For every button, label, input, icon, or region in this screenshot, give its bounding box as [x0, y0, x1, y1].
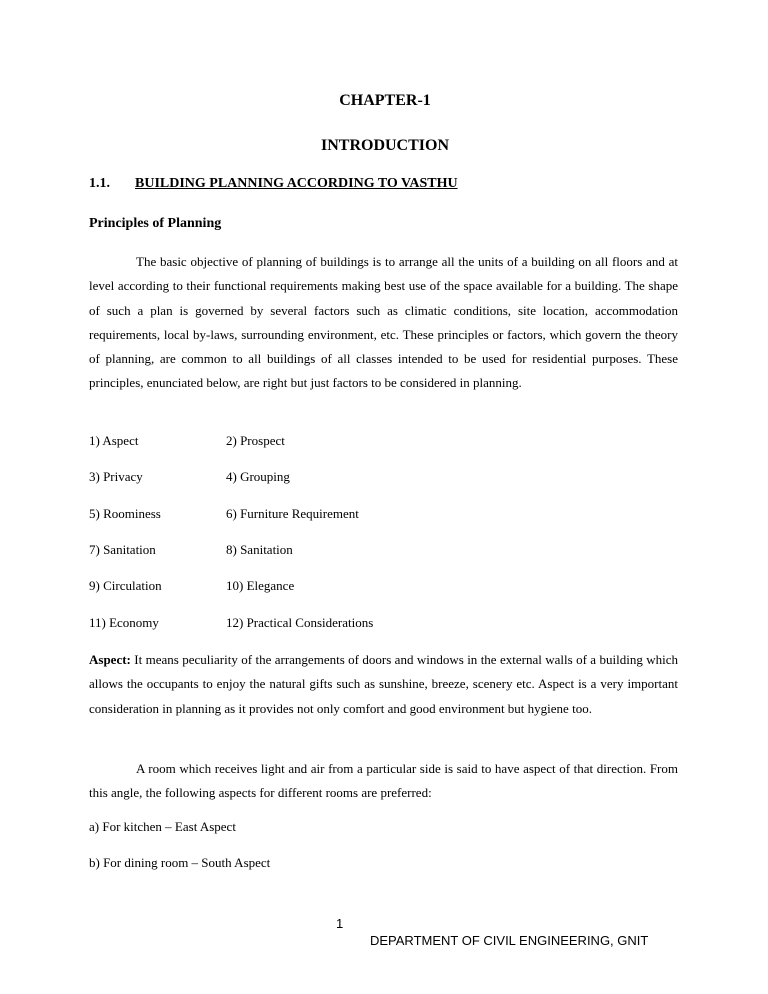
list-item-right: 10) Elegance: [226, 578, 295, 593]
list-item-right: 4) Grouping: [226, 469, 290, 484]
page-number: 1: [336, 916, 344, 931]
aspect-lead: Aspect:: [89, 652, 131, 667]
list-item: [89, 467, 678, 487]
list-item-right: 12) Practical Considerations: [226, 615, 374, 630]
list-item: [89, 613, 678, 633]
list-item: [89, 504, 678, 524]
list-item-left: 7) Sanitation: [89, 542, 156, 557]
list-item-left: 5) Roominess: [89, 506, 161, 521]
list-item-right: 8) Sanitation: [226, 542, 293, 557]
list-item: [89, 576, 678, 596]
chapter-heading: CHAPTER-1: [339, 92, 431, 109]
list-item: [89, 431, 678, 451]
list-item-right: 2) Prospect: [226, 433, 285, 448]
list-item-left: 9) Circulation: [89, 578, 162, 593]
aspect-text: It means peculiarity of the arrangements of doors and windows in the external walls of a building which allows the occupants to enjoy the natural gifts such as sunshine, breeze, scenery etc. Aspect is a very important consideration in planning as it provides not only comfort and good environment but hygiene too.: [89, 652, 678, 716]
list-item-left: 11) Economy: [89, 615, 159, 630]
list-item-left: 1) Aspect: [89, 433, 139, 448]
aspect-direction-paragraph: A room which receives light and air from a particular side is said to have aspect of that direction. From this angle, the following aspects for different rooms are preferred:: [89, 761, 678, 801]
footer-department: DEPARTMENT OF CIVIL ENGINEERING, GNIT: [370, 933, 649, 948]
list-item-right: 6) Furniture Requirement: [226, 506, 359, 521]
list-item: [89, 540, 678, 560]
subheading-principles: Principles of Planning: [89, 216, 222, 231]
list-item-left: 3) Privacy: [89, 469, 143, 484]
intro-paragraph: The basic objective of planning of buildings is to arrange all the units of a building on all floors and at level according to their functional requirements making best use of the space available for a building. The shape of such a plan is governed by several factors such as climatic conditions, site location, accommodation requirements, local by-laws, surrounding environment, etc. These principles or factors, which govern the theory of planning, are common to all buildings of all classes intended to be used for residential purposes. These principles, enunciated below, are right but just factors to be considered in planning.: [89, 254, 678, 391]
list-item: a) For kitchen – East Aspect: [89, 819, 236, 834]
aspect-paragraph: [89, 648, 678, 721]
chapter-title: INTRODUCTION: [320, 137, 449, 154]
list-item: b) For dining room – South Aspect: [89, 855, 271, 870]
section-title: BUILDING PLANNING ACCORDING TO VASTHU: [135, 176, 458, 191]
section-number: 1.1.: [89, 176, 110, 191]
